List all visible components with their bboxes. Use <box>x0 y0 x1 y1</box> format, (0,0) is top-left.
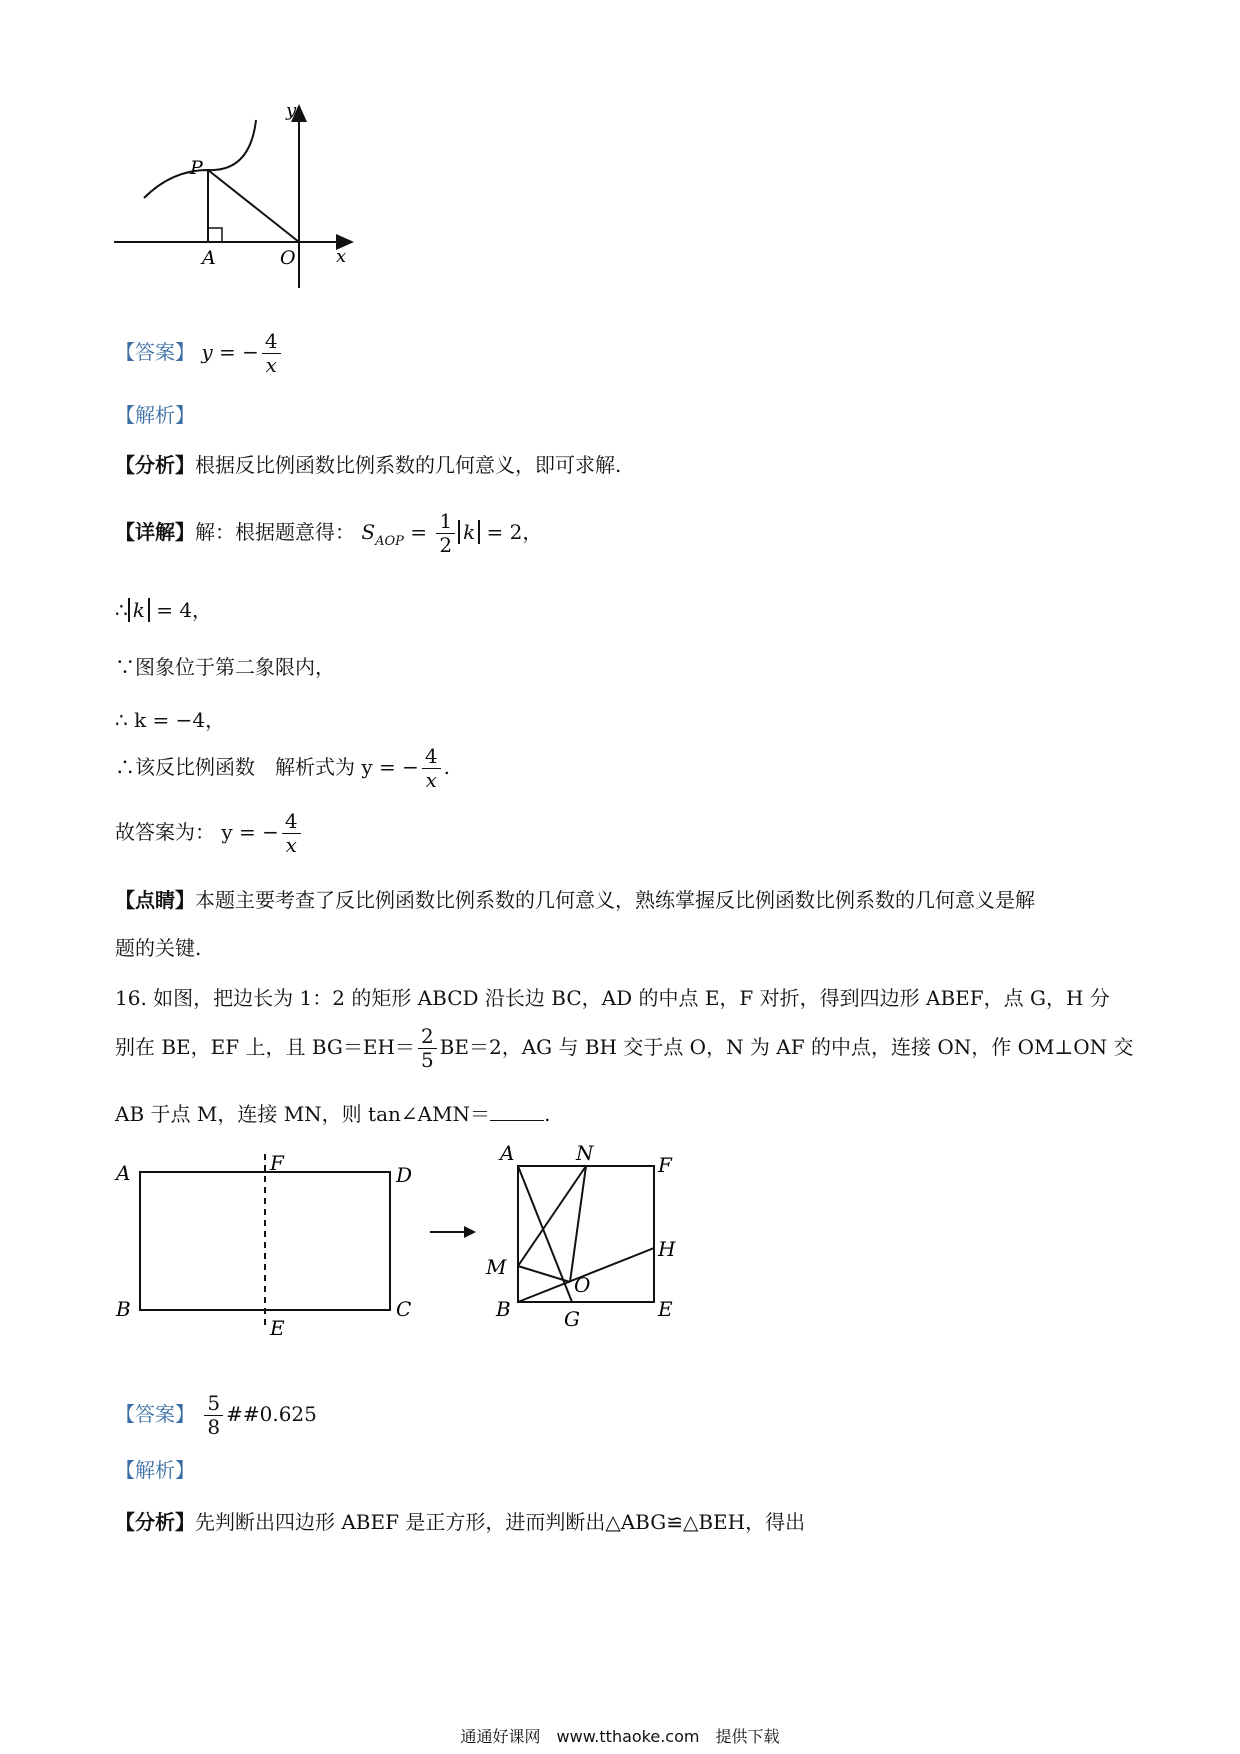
label-y: y <box>286 100 297 121</box>
fraction-den: 2 <box>439 533 453 557</box>
xiangjie-1 <box>115 510 542 557</box>
step-5-pre: 故答案为： y = − <box>115 820 279 844</box>
rectangle-figure <box>110 1150 430 1340</box>
half-fraction <box>436 510 455 557</box>
answer-tag: 【答案】 <box>115 1402 195 1426</box>
fenxi-1 <box>115 453 621 477</box>
label-N: N <box>576 1141 594 1165</box>
area-subscript: AOP <box>375 534 404 549</box>
answer-2-fraction <box>204 1392 223 1439</box>
label-x: x <box>336 246 347 267</box>
fraction-num: 4 <box>422 745 441 769</box>
page-footer: 通通好课网 www.tthaoke.com 提供下载 <box>460 1727 780 1746</box>
label-E: E <box>658 1297 673 1321</box>
q16-line-3: AB 于点 M，连接 MN，则 tan∠AMN＝ <box>115 1102 491 1126</box>
right-angle-mark <box>208 228 222 242</box>
step-1-post: = 4， <box>149 598 213 622</box>
hyperbola-graph <box>110 100 370 300</box>
label-D: D <box>396 1163 413 1187</box>
answer-2-alt: ##0.625 <box>226 1402 317 1426</box>
fraction-num: 1 <box>436 510 455 534</box>
label-F: F <box>270 1151 284 1175</box>
label-H: H <box>658 1237 676 1261</box>
segment-OM <box>518 1266 570 1282</box>
answer-blank <box>490 1104 544 1121</box>
square-figure <box>480 1140 690 1340</box>
answer-tag: 【答案】 <box>115 340 195 364</box>
step-4-fraction <box>422 745 441 792</box>
label-F: F <box>658 1153 672 1177</box>
question-16-line-3 <box>115 1102 550 1126</box>
q16-line-2a: 别在 BE，EF 上，且 BG＝EH＝ <box>115 1035 415 1059</box>
q16-line-2b: BE＝2，AG 与 BH 交于点 O，N 为 AF 的中点，连接 ON，作 OM⊥ON 交 <box>439 1035 1134 1059</box>
question-16-line-1: 16. 如图，把边长为 1：2 的矩形 ABCD 沿长边 BC，AD 的中点 E，F 对折，得到四边形 ABEF，点 G，H 分 <box>115 986 1110 1010</box>
fenxi-text: 根据反比例函数比例系数的几何意义，即可求解. <box>195 453 622 477</box>
fraction-num: 4 <box>282 810 301 834</box>
step-1 <box>115 598 212 622</box>
fraction-den: x <box>425 768 437 792</box>
step-4 <box>115 745 450 792</box>
answer-1 <box>115 330 284 377</box>
label-B: B <box>116 1297 131 1321</box>
step-5 <box>115 810 304 857</box>
jiexi-tag-1: 【解析】 <box>115 403 195 427</box>
area-eq: = <box>403 520 427 544</box>
abs-k: k <box>458 520 480 544</box>
q16-line-3-end: . <box>544 1102 551 1126</box>
fenxi-tag: 【分析】 <box>115 1510 195 1534</box>
fraction-num: 2 <box>418 1025 437 1049</box>
fraction-den: x <box>265 353 277 377</box>
q16-fraction <box>418 1025 437 1072</box>
dianjing-line-2: 题的关键. <box>115 936 202 960</box>
fraction-num: 5 <box>204 1392 223 1416</box>
label-B: B <box>496 1297 511 1321</box>
label-A: A <box>202 247 216 269</box>
therefore-symbol: ∴ <box>115 598 128 622</box>
label-P: P <box>190 157 203 179</box>
answer-lhs: y = − <box>201 340 259 364</box>
fenxi-2-text: 先判断出四边形 ABEF 是正方形，进而判断出△ABG≌△BEH，得出 <box>195 1510 806 1534</box>
fraction-den: 8 <box>207 1415 221 1439</box>
label-A: A <box>116 1161 131 1185</box>
fraction-den: x <box>285 833 297 857</box>
abs-k: k <box>128 598 150 622</box>
xiangjie-tag: 【详解】 <box>115 520 195 544</box>
fraction-num: 4 <box>262 330 281 354</box>
area-symbol: S <box>361 520 376 544</box>
label-O: O <box>574 1273 591 1297</box>
label-A: A <box>500 1141 515 1165</box>
label-M: M <box>486 1255 507 1279</box>
label-E: E <box>270 1316 285 1340</box>
dianjing-1 <box>115 888 1035 912</box>
answer-2 <box>115 1392 317 1439</box>
label-C: C <box>396 1297 412 1321</box>
step-4-post: . <box>443 755 450 779</box>
xiangjie-post: = 2， <box>480 520 543 544</box>
label-O: O <box>280 247 296 269</box>
xiangjie-pre: 解：根据题意得： <box>195 520 355 544</box>
segment-ON <box>570 1166 586 1282</box>
answer-fraction <box>262 330 281 377</box>
step-5-fraction <box>282 810 301 857</box>
step-2: ∵图象位于第二象限内， <box>115 655 335 679</box>
dianjing-line-1: 本题主要考查了反比例函数比例系数的几何意义，熟练掌握反比例函数比例系数的几何意义是解 <box>195 888 1035 912</box>
step-3: ∴ k = −4， <box>115 708 226 732</box>
question-16-line-2 <box>115 1025 1134 1072</box>
fraction-den: 5 <box>420 1048 434 1072</box>
transform-arrow-icon <box>428 1222 480 1242</box>
label-G: G <box>564 1307 580 1331</box>
segment-AG <box>518 1166 572 1302</box>
fenxi-tag: 【分析】 <box>115 453 195 477</box>
jiexi-tag-2: 【解析】 <box>115 1458 195 1482</box>
step-4-pre: ∴该反比例函数 解析式为 y = − <box>115 755 419 779</box>
fenxi-2 <box>115 1510 805 1534</box>
dianjing-tag: 【点睛】 <box>115 888 195 912</box>
